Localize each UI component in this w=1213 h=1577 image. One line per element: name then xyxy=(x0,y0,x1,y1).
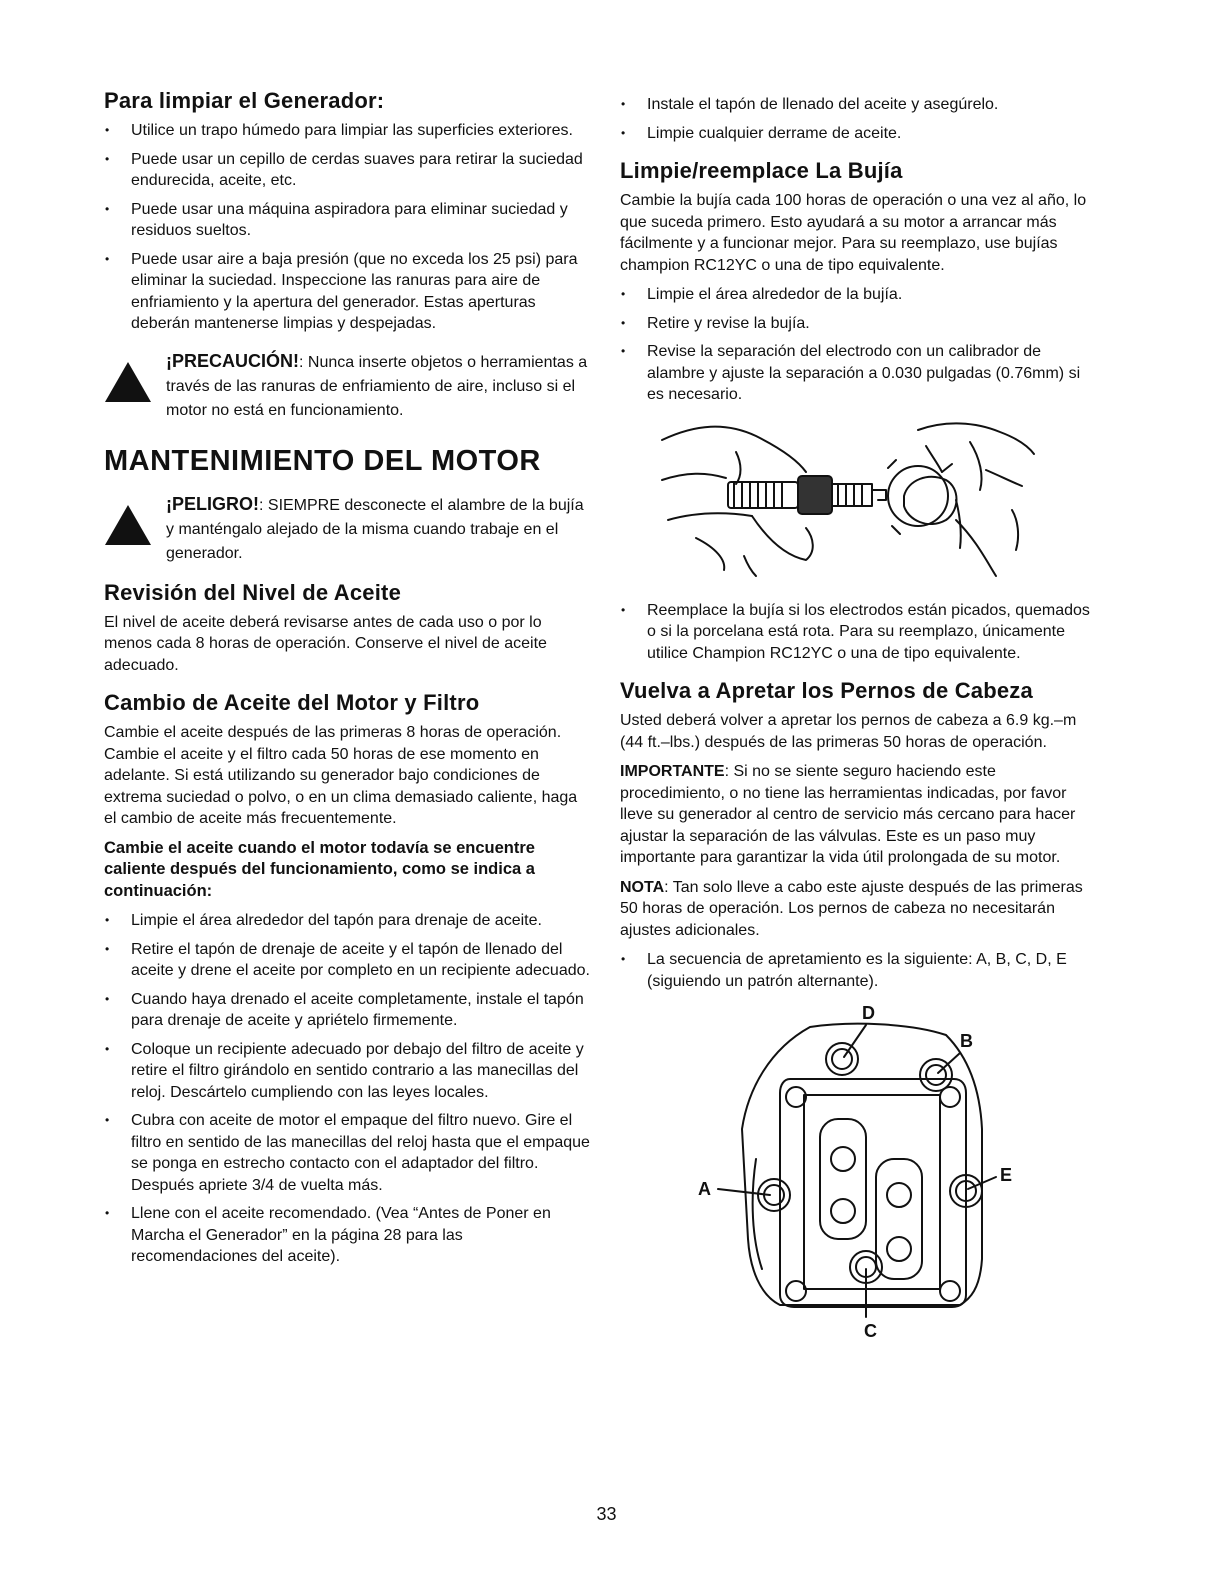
list-item: • Limpie el área alrededor de la bujía. xyxy=(620,284,1098,306)
motor-maintenance-heading: MANTENIMIENTO DEL MOTOR xyxy=(104,444,541,477)
list-item: • Coloque un recipiente adecuado por debajo del filtro de aceite y retire el filtro girándolo en sentido contrario a las manecillas del reloj. Descártelo cumpliendo con las leyes locales. xyxy=(104,1039,592,1104)
list-item: • Puede usar una máquina aspiradora para eliminar suciedad y residuos sueltos. xyxy=(104,199,592,242)
list-item: • Llene con el aceite recomendado. (Vea “Antes de Poner en Marcha el Generador” en la página 28 para las recomendaciones del aceite). xyxy=(104,1203,592,1268)
clean-generator-heading: Para limpiar el Generador: xyxy=(104,88,385,113)
head-bolts-text: Usted deberá volver a apretar los pernos de cabeza a 6.9 kg.–m (44 ft.–lbs.) después de las primeras 50 horas de operación. xyxy=(620,712,1077,751)
bolt-label-a: A xyxy=(698,1179,711,1199)
spark-plug-gap-illustration xyxy=(656,420,1046,588)
oil-change-heading: Cambio de Aceite del Motor y Filtro xyxy=(104,690,480,715)
oil-change-instruction: Cambie el aceite cuando el motor todavía se encuentre caliente después del funcionamiento, como se indica a continuación: xyxy=(104,838,535,900)
list-item: • Utilice un trapo húmedo para limpiar las superficies exteriores. xyxy=(104,120,592,142)
warning-triangle-icon xyxy=(104,361,152,403)
bolt-label-b: B xyxy=(960,1031,973,1051)
danger-label: ¡PELIGRO! xyxy=(166,493,259,514)
list-item: • La secuencia de apretamiento es la siguiente: A, B, C, D, E (siguiendo un patrón alternante). xyxy=(620,949,1098,992)
important-note xyxy=(620,761,1098,869)
list-item: • Cuando haya drenado el aceite completamente, instale el tapón para drenaje de aceite y apriételo firmemente. xyxy=(104,989,592,1032)
list-item: • Revise la separación del electrodo con un calibrador de alambre y ajuste la separación a 0.030 pulgadas (0.76mm) si es necesario. xyxy=(620,341,1098,406)
danger-notice xyxy=(104,492,592,566)
note xyxy=(620,877,1098,942)
important-label: IMPORTANTE xyxy=(620,763,725,780)
list-item: • Retire y revise la bujía. xyxy=(620,313,1098,335)
right-column xyxy=(620,94,1098,1339)
list-item: • Cubra con aceite de motor el empaque del filtro nuevo. Gire el filtro en sentido de las manecillas del reloj hasta que el empaque se ponga en estrecho contacto con el adaptador del filtro. Después apriete 3/4 de vuelta más. xyxy=(104,1110,592,1196)
spark-plug-list xyxy=(620,284,1098,406)
note-text: : Tan solo lleve a cabo este ajuste después de las primeras 50 horas de operación. Los pernos de cabeza no necesitarán ajustes adicionales. xyxy=(620,878,1083,939)
oil-change-list xyxy=(104,910,592,1268)
list-item: • Reemplace la bujía si los electrodos están picados, quemados o si la porcelana está rota. Para su reemplazo, únicamente utilice Champion RC12YC o una de tipo equivalente. xyxy=(620,600,1098,665)
cylinder-head-bolt-diagram xyxy=(690,999,1030,1339)
danger-text: : SIEMPRE desconecte el alambre de la bujía y manténgalo alejado de la misma cuando trabaje en el generador. xyxy=(166,496,584,562)
head-bolts-list xyxy=(620,949,1098,992)
spark-plug-replace-list xyxy=(620,600,1098,665)
oil-finish-list xyxy=(620,94,1098,144)
caution-label: ¡PRECAUCIÓN! xyxy=(166,350,299,371)
list-item: • Limpie el área alrededor del tapón para drenaje de aceite. xyxy=(104,910,592,932)
list-item: • Puede usar aire a baja presión (que no exceda los 25 psi) para eliminar la suciedad. Inspeccione las ranuras para aire de enfriamiento y la apertura del generador. Estas aperturas deberán mantenerse limpias y despejadas. xyxy=(104,249,592,335)
oil-change-text: Cambie el aceite después de las primeras 8 horas de operación. Cambie el aceite y el filtro cada 50 horas de ese momento en adelante. Si está utilizando su generador bajo condiciones de extrema suciedad o polvo, o en un clima demasiado caliente, haga el cambio de aceite más frecuentemente. xyxy=(104,724,578,827)
bolt-label-c: C xyxy=(864,1321,877,1339)
important-text: : Si no se siente seguro haciendo este procedimiento, o no tiene las herramientas indicadas, por favor lleve su generador al centro de servicio más cercano para hacer ajustar la separación de las válvulas. Este es un paso muy importante para garantizar la vida útil prolongada de su motor. xyxy=(620,763,1076,866)
list-item: • Puede usar un cepillo de cerdas suaves para retirar la suciedad endurecida, aceite, etc. xyxy=(104,149,592,192)
list-item: • Instale el tapón de llenado del aceite y asegúrelo. xyxy=(620,94,1098,116)
list-item: • Limpie cualquier derrame de aceite. xyxy=(620,123,1098,145)
list-item: • Retire el tapón de drenaje de aceite y el tapón de llenado del aceite y drene el aceite por completo en un recipiente adecuado. xyxy=(104,939,592,982)
head-bolts-heading: Vuelva a Apretar los Pernos de Cabeza xyxy=(620,678,1033,703)
spark-plug-heading: Limpie/reemplace La Bujía xyxy=(620,158,903,183)
caution-notice xyxy=(104,349,592,423)
page-number: 33 xyxy=(596,1504,617,1524)
oil-level-text: El nivel de aceite deberá revisarse antes de cada uso o por lo menos cada 8 horas de operación. Conserve el nivel de aceite adecuado. xyxy=(104,613,547,674)
bolt-label-d: D xyxy=(862,1003,875,1023)
spark-plug-text: Cambie la bujía cada 100 horas de operación o una vez al año, lo que suceda primero. Esto ayudará a su motor a arrancar más fácilmente y a funcionar mejor. Para su reemplazo, use bujías champion RC12YC o una de tipo equivalente. xyxy=(620,192,1087,274)
bolt-label-e: E xyxy=(1000,1165,1013,1185)
note-label: NOTA xyxy=(620,878,665,896)
left-column xyxy=(104,88,592,1275)
caution-text: : Nunca inserte objetos o herramientas a través de las ranuras de enfriamiento de aire, incluso si el motor no está en funcionamiento. xyxy=(166,353,588,419)
clean-generator-list xyxy=(104,120,592,335)
warning-triangle-icon xyxy=(104,504,152,546)
oil-level-heading: Revisión del Nivel de Aceite xyxy=(104,579,402,605)
